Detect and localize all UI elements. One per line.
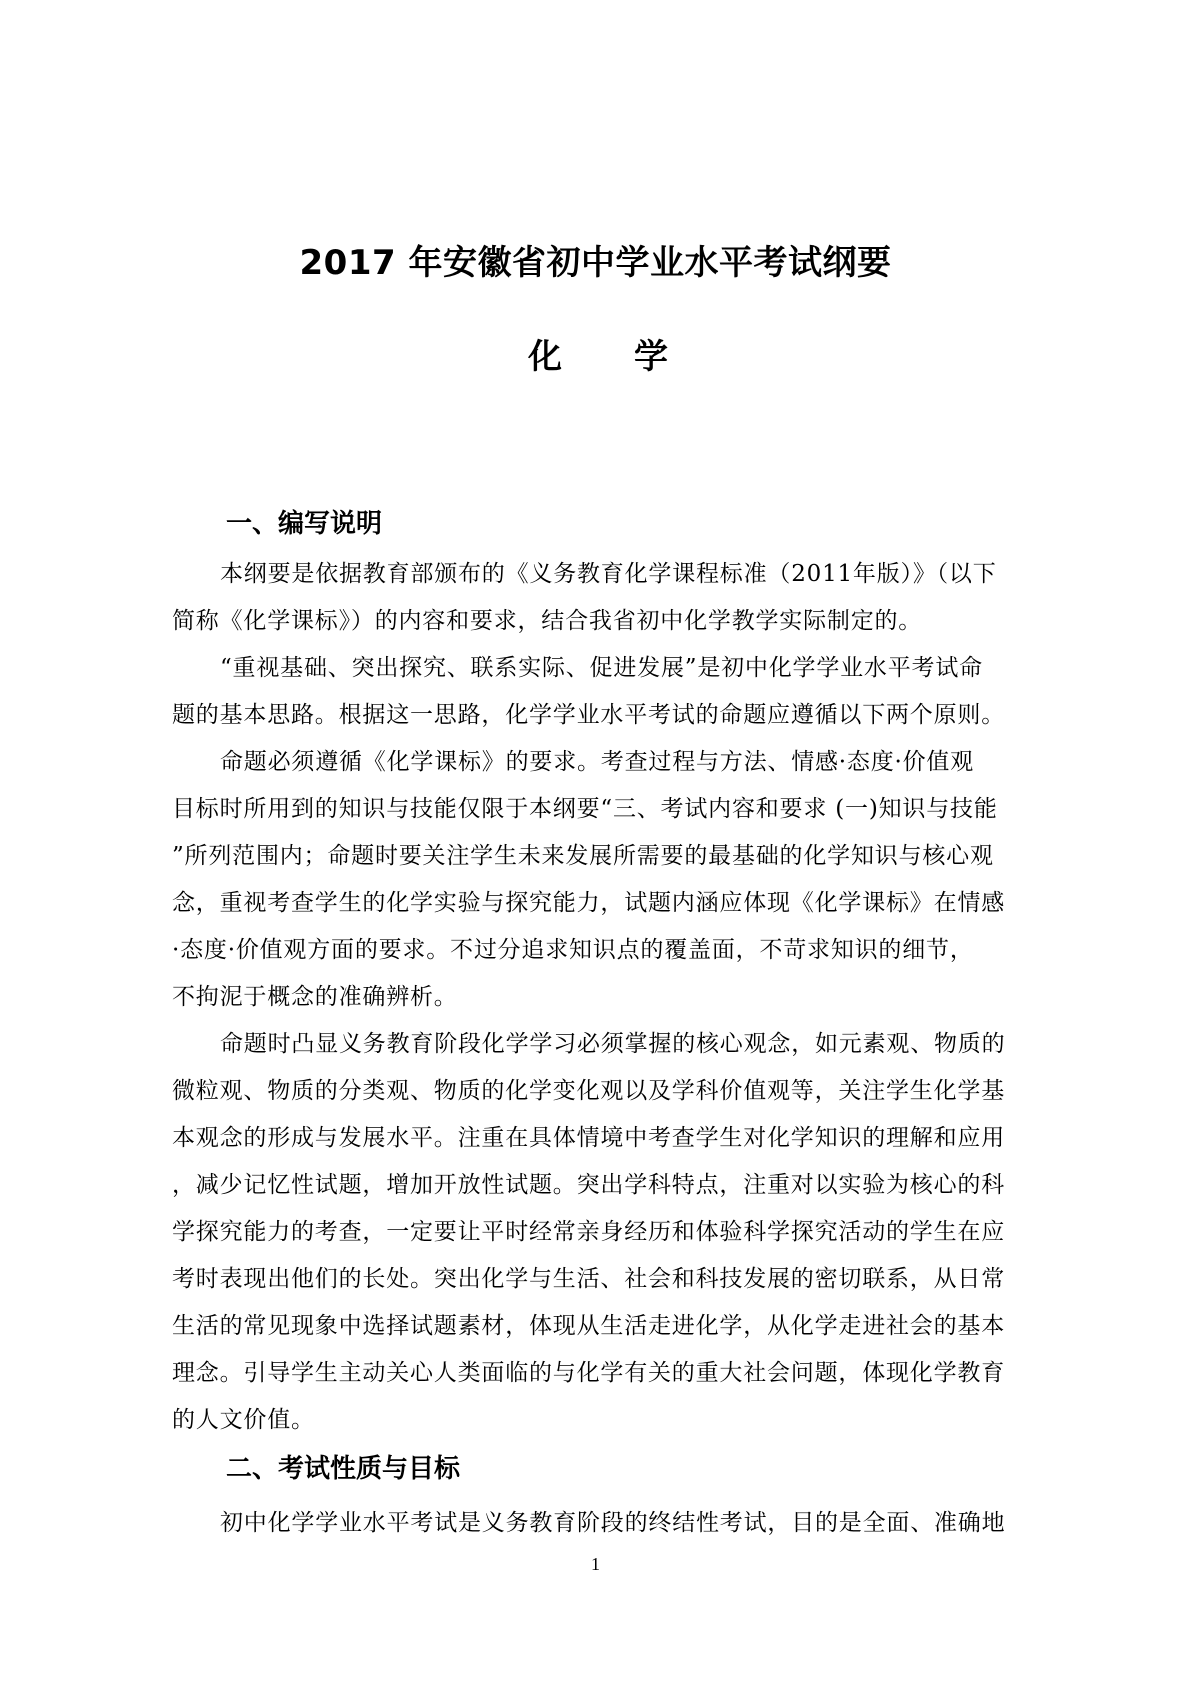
- section-heading-exam-nature: 二、考试性质与目标: [226, 1454, 461, 1484]
- paragraph-line: 简称《化学课标》）的内容和要求，结合我省初中化学教学实际制定的。: [172, 608, 923, 634]
- paragraph-line: ”所列范围内；命题时要关注学生未来发展所需要的最基础的化学知识与核心观: [172, 843, 994, 869]
- page-number: 1: [591, 1554, 600, 1574]
- paragraph-line: 微粒观、物质的分类观、物质的化学变化观以及学科价值观等，关注学生化学基: [172, 1078, 1005, 1104]
- paragraph-line: ·态度·价值观方面的要求。不过分追求知识点的覆盖面，不苛求知识的细节，: [172, 937, 974, 963]
- paragraph-line: 本纲要是依据教育部颁布的《义务教育化学课程标准（2011年版）》（以下: [220, 561, 997, 587]
- paragraph-line: ，减少记忆性试题，增加开放性试题。突出学科特点，注重对以实验为核心的科: [172, 1172, 1005, 1198]
- paragraph-line: 初中化学学业水平考试是义务教育阶段的终结性考试，目的是全面、准确地: [220, 1510, 1006, 1536]
- document-title: 2017 年安徽省初中学业水平考试纲要: [299, 243, 892, 283]
- paragraph-line: 命题时凸显义务教育阶段化学学习必须掌握的核心观念，如元素观、物质的: [220, 1031, 1006, 1057]
- subject-title-char-1: 化: [528, 337, 562, 377]
- paragraph-line: 本观念的形成与发展水平。注重在具体情境中考查学生对化学知识的理解和应用: [172, 1125, 1005, 1151]
- subject-title-char-2: 学: [634, 337, 668, 377]
- section-body-writing-notes: [172, 551, 1020, 1444]
- paragraph-line: 命题必须遵循《化学课标》的要求。考查过程与方法、情感·态度·价值观: [220, 749, 975, 775]
- paragraph-line: 学探究能力的考查，一定要让平时经常亲身经历和体验科学探究活动的学生在应: [172, 1219, 1005, 1245]
- section-heading-writing-notes: 一、编写说明: [226, 509, 383, 539]
- section-body-exam-nature: [172, 1500, 1020, 1547]
- paragraph-line: 考时表现出他们的长处。突出化学与生活、社会和科技发展的密切联系，从日常: [172, 1266, 1005, 1292]
- paragraph-line: 念，重视考查学生的化学实验与探究能力，试题内涵应体现《化学课标》在情感: [172, 890, 1005, 916]
- paragraph-line: 的人文价值。: [172, 1407, 315, 1433]
- paragraph-line: 生活的常见现象中选择试题素材，体现从生活走进化学，从化学走进社会的基本: [172, 1313, 1005, 1339]
- paragraph-line: 不拘泥于概念的准确辨析。: [172, 984, 458, 1010]
- paragraph-line: “重视基础、突出探究、联系实际、促进发展”是初中化学学业水平考试命: [220, 655, 983, 681]
- paragraph-line: 理念。引导学生主动关心人类面临的与化学有关的重大社会问题，体现化学教育: [172, 1360, 1005, 1386]
- paragraph-line: 题的基本思路。根据这一思路，化学学业水平考试的命题应遵循以下两个原则。: [172, 702, 1005, 728]
- paragraph-line: 目标时所用到的知识与技能仅限于本纲要“三、考试内容和要求 (一)知识与技能: [172, 796, 998, 822]
